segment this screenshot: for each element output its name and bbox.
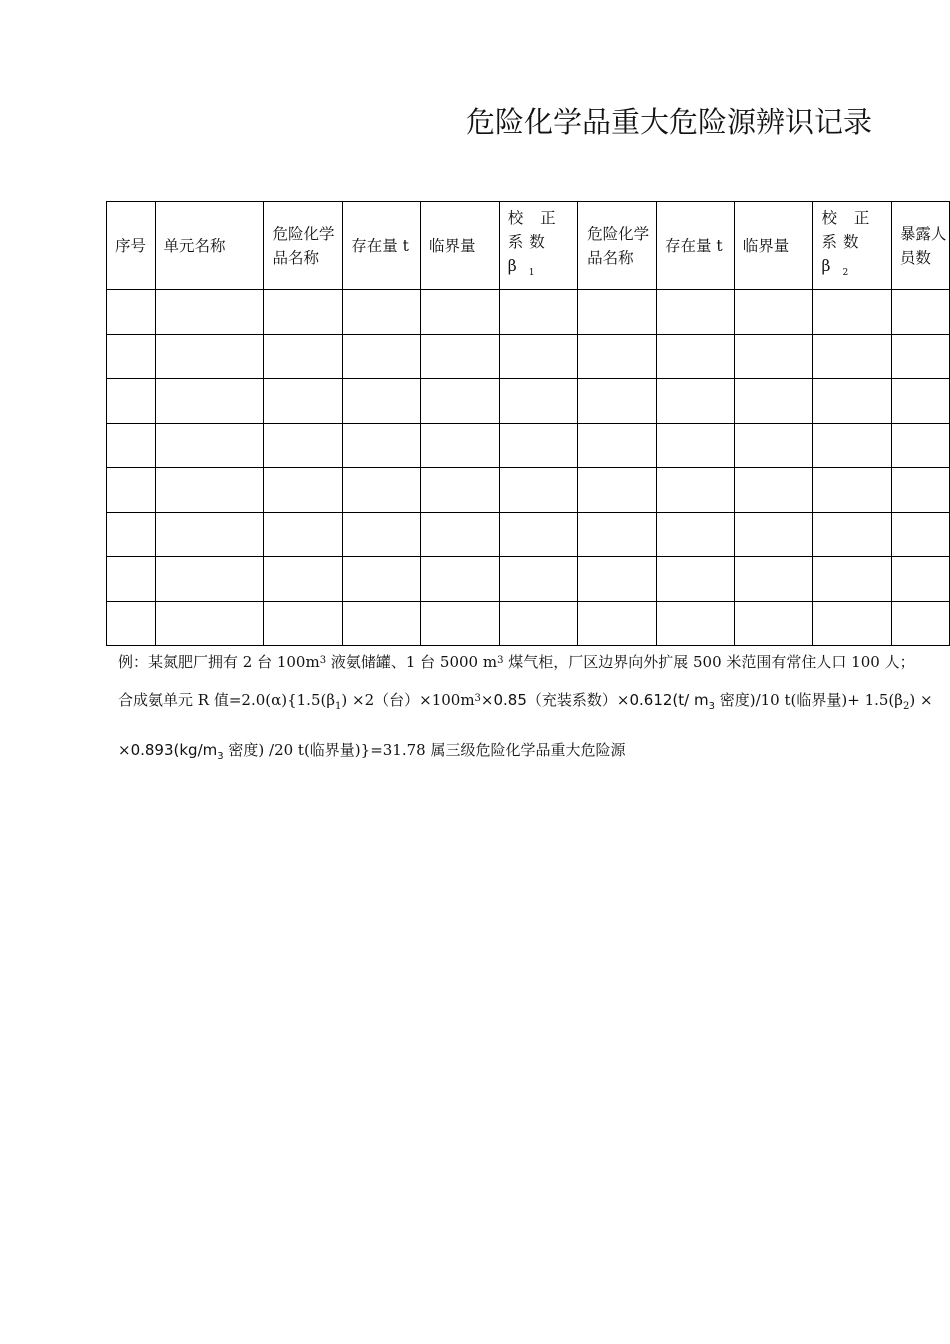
table-cell[interactable] — [264, 334, 343, 379]
note2-sub-2: 2 — [902, 701, 910, 712]
table-cell[interactable] — [891, 379, 949, 424]
table-cell[interactable] — [656, 379, 734, 424]
table-cell[interactable] — [155, 334, 264, 379]
table-cell[interactable] — [107, 423, 156, 468]
note1-part-a: 例：某氮肥厂拥有 2 台 100m — [118, 653, 320, 671]
table-cell[interactable] — [656, 423, 734, 468]
table-cell[interactable] — [813, 334, 891, 379]
table-cell[interactable] — [656, 601, 734, 646]
note3-part-a: × — [118, 741, 131, 759]
note1-part-c: 煤气柜，厂区边界向外扩展 500 米范围有常住人口 100 人； — [503, 653, 915, 671]
note-line-2 — [118, 689, 933, 712]
table-cell[interactable] — [734, 379, 813, 424]
table-cell[interactable] — [891, 334, 949, 379]
table-row — [107, 512, 950, 557]
table-cell[interactable] — [499, 334, 577, 379]
table-cell[interactable] — [421, 290, 500, 335]
note2-part-h: 密度)/10 — [714, 691, 780, 709]
table-cell[interactable] — [734, 601, 813, 646]
table-row — [107, 468, 950, 513]
table-cell[interactable] — [499, 601, 577, 646]
table-cell[interactable] — [264, 557, 343, 602]
note2-sub-1: 1 — [335, 701, 342, 712]
table-cell[interactable] — [107, 557, 156, 602]
table-cell[interactable] — [734, 423, 813, 468]
table-cell[interactable] — [578, 379, 657, 424]
table-cell[interactable] — [155, 290, 264, 335]
table-cell[interactable] — [421, 379, 500, 424]
note3-part-b: 0.893(kg/m — [130, 741, 218, 759]
table-cell[interactable] — [155, 379, 264, 424]
table-cell[interactable] — [155, 423, 264, 468]
table-cell[interactable] — [813, 557, 891, 602]
table-cell[interactable] — [499, 379, 577, 424]
note1-sup-1: 3 — [319, 655, 327, 666]
note1-sup-2: 3 — [497, 655, 504, 666]
table-cell[interactable] — [656, 557, 734, 602]
table-cell[interactable] — [813, 290, 891, 335]
table-cell[interactable] — [107, 512, 156, 557]
table-cell[interactable] — [264, 512, 343, 557]
table-cell[interactable] — [264, 468, 343, 513]
table-cell[interactable] — [578, 334, 657, 379]
table-cell[interactable] — [421, 468, 500, 513]
header-threshold-2: 临界量 — [734, 202, 813, 290]
header-chem-name-2: 危险化学品名称 — [578, 202, 657, 290]
note-line-3 — [118, 739, 625, 762]
note2-part-a: 合成氨单元 R 值=2.0(α){1.5(β — [118, 691, 336, 709]
note2-sup-1: 3 — [474, 693, 481, 704]
table-cell[interactable] — [421, 601, 500, 646]
table-cell[interactable] — [155, 468, 264, 513]
note3-part-d: 密度) /20 — [223, 741, 294, 759]
table-cell[interactable] — [734, 512, 813, 557]
note-line-1 — [118, 651, 915, 672]
table-cell[interactable] — [343, 290, 421, 335]
table-cell[interactable] — [499, 423, 577, 468]
table-cell[interactable] — [891, 601, 949, 646]
table-cell[interactable] — [107, 601, 156, 646]
table-cell[interactable] — [734, 557, 813, 602]
table-cell[interactable] — [578, 290, 657, 335]
table-cell[interactable] — [813, 379, 891, 424]
table-cell[interactable] — [343, 512, 421, 557]
table-header-row — [107, 202, 950, 290]
table-cell[interactable] — [343, 601, 421, 646]
header-threshold-1: 临界量 — [421, 202, 500, 290]
table-cell[interactable] — [155, 557, 264, 602]
table-cell[interactable] — [499, 512, 577, 557]
table-cell[interactable] — [343, 379, 421, 424]
table-cell[interactable] — [891, 423, 949, 468]
table-cell[interactable] — [734, 290, 813, 335]
table-cell[interactable] — [107, 379, 156, 424]
table-row — [107, 423, 950, 468]
header-amount-2: 存在量 t — [656, 202, 734, 290]
table-cell[interactable] — [578, 601, 657, 646]
note2-part-f: 0.612(t/ m — [629, 691, 709, 709]
table-cell[interactable] — [891, 290, 949, 335]
header-correction-2 — [813, 202, 891, 290]
table-cell[interactable] — [656, 290, 734, 335]
table-cell[interactable] — [499, 468, 577, 513]
header-exposure: 暴露人员数 — [891, 202, 949, 290]
table-cell[interactable] — [891, 512, 949, 557]
table-cell[interactable] — [499, 557, 577, 602]
note3-part-c: 3 — [217, 751, 224, 762]
note2-part-i: t(临界量)+ 1.5(β — [779, 691, 903, 709]
note3-part-e: t(临界量)}=31.78 属三级危险化学品重大危险源 — [293, 741, 626, 759]
table-row — [107, 290, 950, 335]
table-cell[interactable] — [343, 423, 421, 468]
table-row — [107, 379, 950, 424]
note2-part-d: 0.85 — [493, 691, 527, 709]
table-cell[interactable] — [421, 557, 500, 602]
table-cell[interactable] — [578, 557, 657, 602]
table-cell[interactable] — [499, 290, 577, 335]
header-correction-1 — [499, 202, 577, 290]
table-cell[interactable] — [107, 334, 156, 379]
table-cell[interactable] — [891, 557, 949, 602]
table-cell[interactable] — [264, 601, 343, 646]
table-cell[interactable] — [264, 379, 343, 424]
header-correction-2-sub: 2 — [842, 268, 849, 278]
table-cell[interactable] — [343, 468, 421, 513]
header-seq: 序号 — [107, 202, 156, 290]
table-cell[interactable] — [343, 557, 421, 602]
table-cell[interactable] — [813, 423, 891, 468]
header-correction-2-label: 校 正 系数β — [821, 209, 876, 275]
note2-part-b: ) ×2（台）×100m — [341, 691, 475, 709]
table-cell[interactable] — [891, 468, 949, 513]
identification-table — [106, 201, 950, 646]
note2-part-g: 3 — [708, 701, 715, 712]
table-cell[interactable] — [155, 512, 264, 557]
table-row — [107, 601, 950, 646]
table-cell[interactable] — [734, 334, 813, 379]
table-row — [107, 557, 950, 602]
table-cell[interactable] — [813, 468, 891, 513]
table-row — [107, 334, 950, 379]
table-cell[interactable] — [107, 290, 156, 335]
table-cell[interactable] — [343, 334, 421, 379]
header-unit-name: 单元名称 — [155, 202, 264, 290]
table-cell[interactable] — [813, 512, 891, 557]
table-cell[interactable] — [421, 423, 500, 468]
table-cell[interactable] — [578, 468, 657, 513]
page-title: 危险化学品重大危险源辨识记录 — [466, 105, 873, 139]
table-cell[interactable] — [421, 334, 500, 379]
note2-part-j: ) × — [909, 691, 933, 709]
header-chem-name-1: 危险化学品名称 — [264, 202, 343, 290]
table-cell[interactable] — [656, 512, 734, 557]
table-cell[interactable] — [421, 512, 500, 557]
header-correction-1-label: 校 正 系数β — [507, 209, 562, 275]
note2-part-c: × — [480, 691, 494, 709]
table-cell[interactable] — [578, 512, 657, 557]
table-body — [107, 290, 950, 646]
table-cell[interactable] — [578, 423, 657, 468]
table-cell[interactable] — [734, 468, 813, 513]
table-cell[interactable] — [107, 468, 156, 513]
table-cell[interactable] — [264, 423, 343, 468]
table-cell[interactable] — [155, 601, 264, 646]
note1-part-b: 液氨储罐、1 台 5000 m — [326, 653, 498, 671]
header-correction-1-sub: 1 — [528, 268, 535, 278]
table-cell[interactable] — [656, 468, 734, 513]
note2-part-e: （充装系数）× — [526, 691, 630, 709]
header-amount-1: 存在量 t — [343, 202, 421, 290]
table-cell[interactable] — [264, 290, 343, 335]
table-cell[interactable] — [656, 334, 734, 379]
table-cell[interactable] — [813, 601, 891, 646]
identification-table-wrapper — [106, 201, 950, 646]
